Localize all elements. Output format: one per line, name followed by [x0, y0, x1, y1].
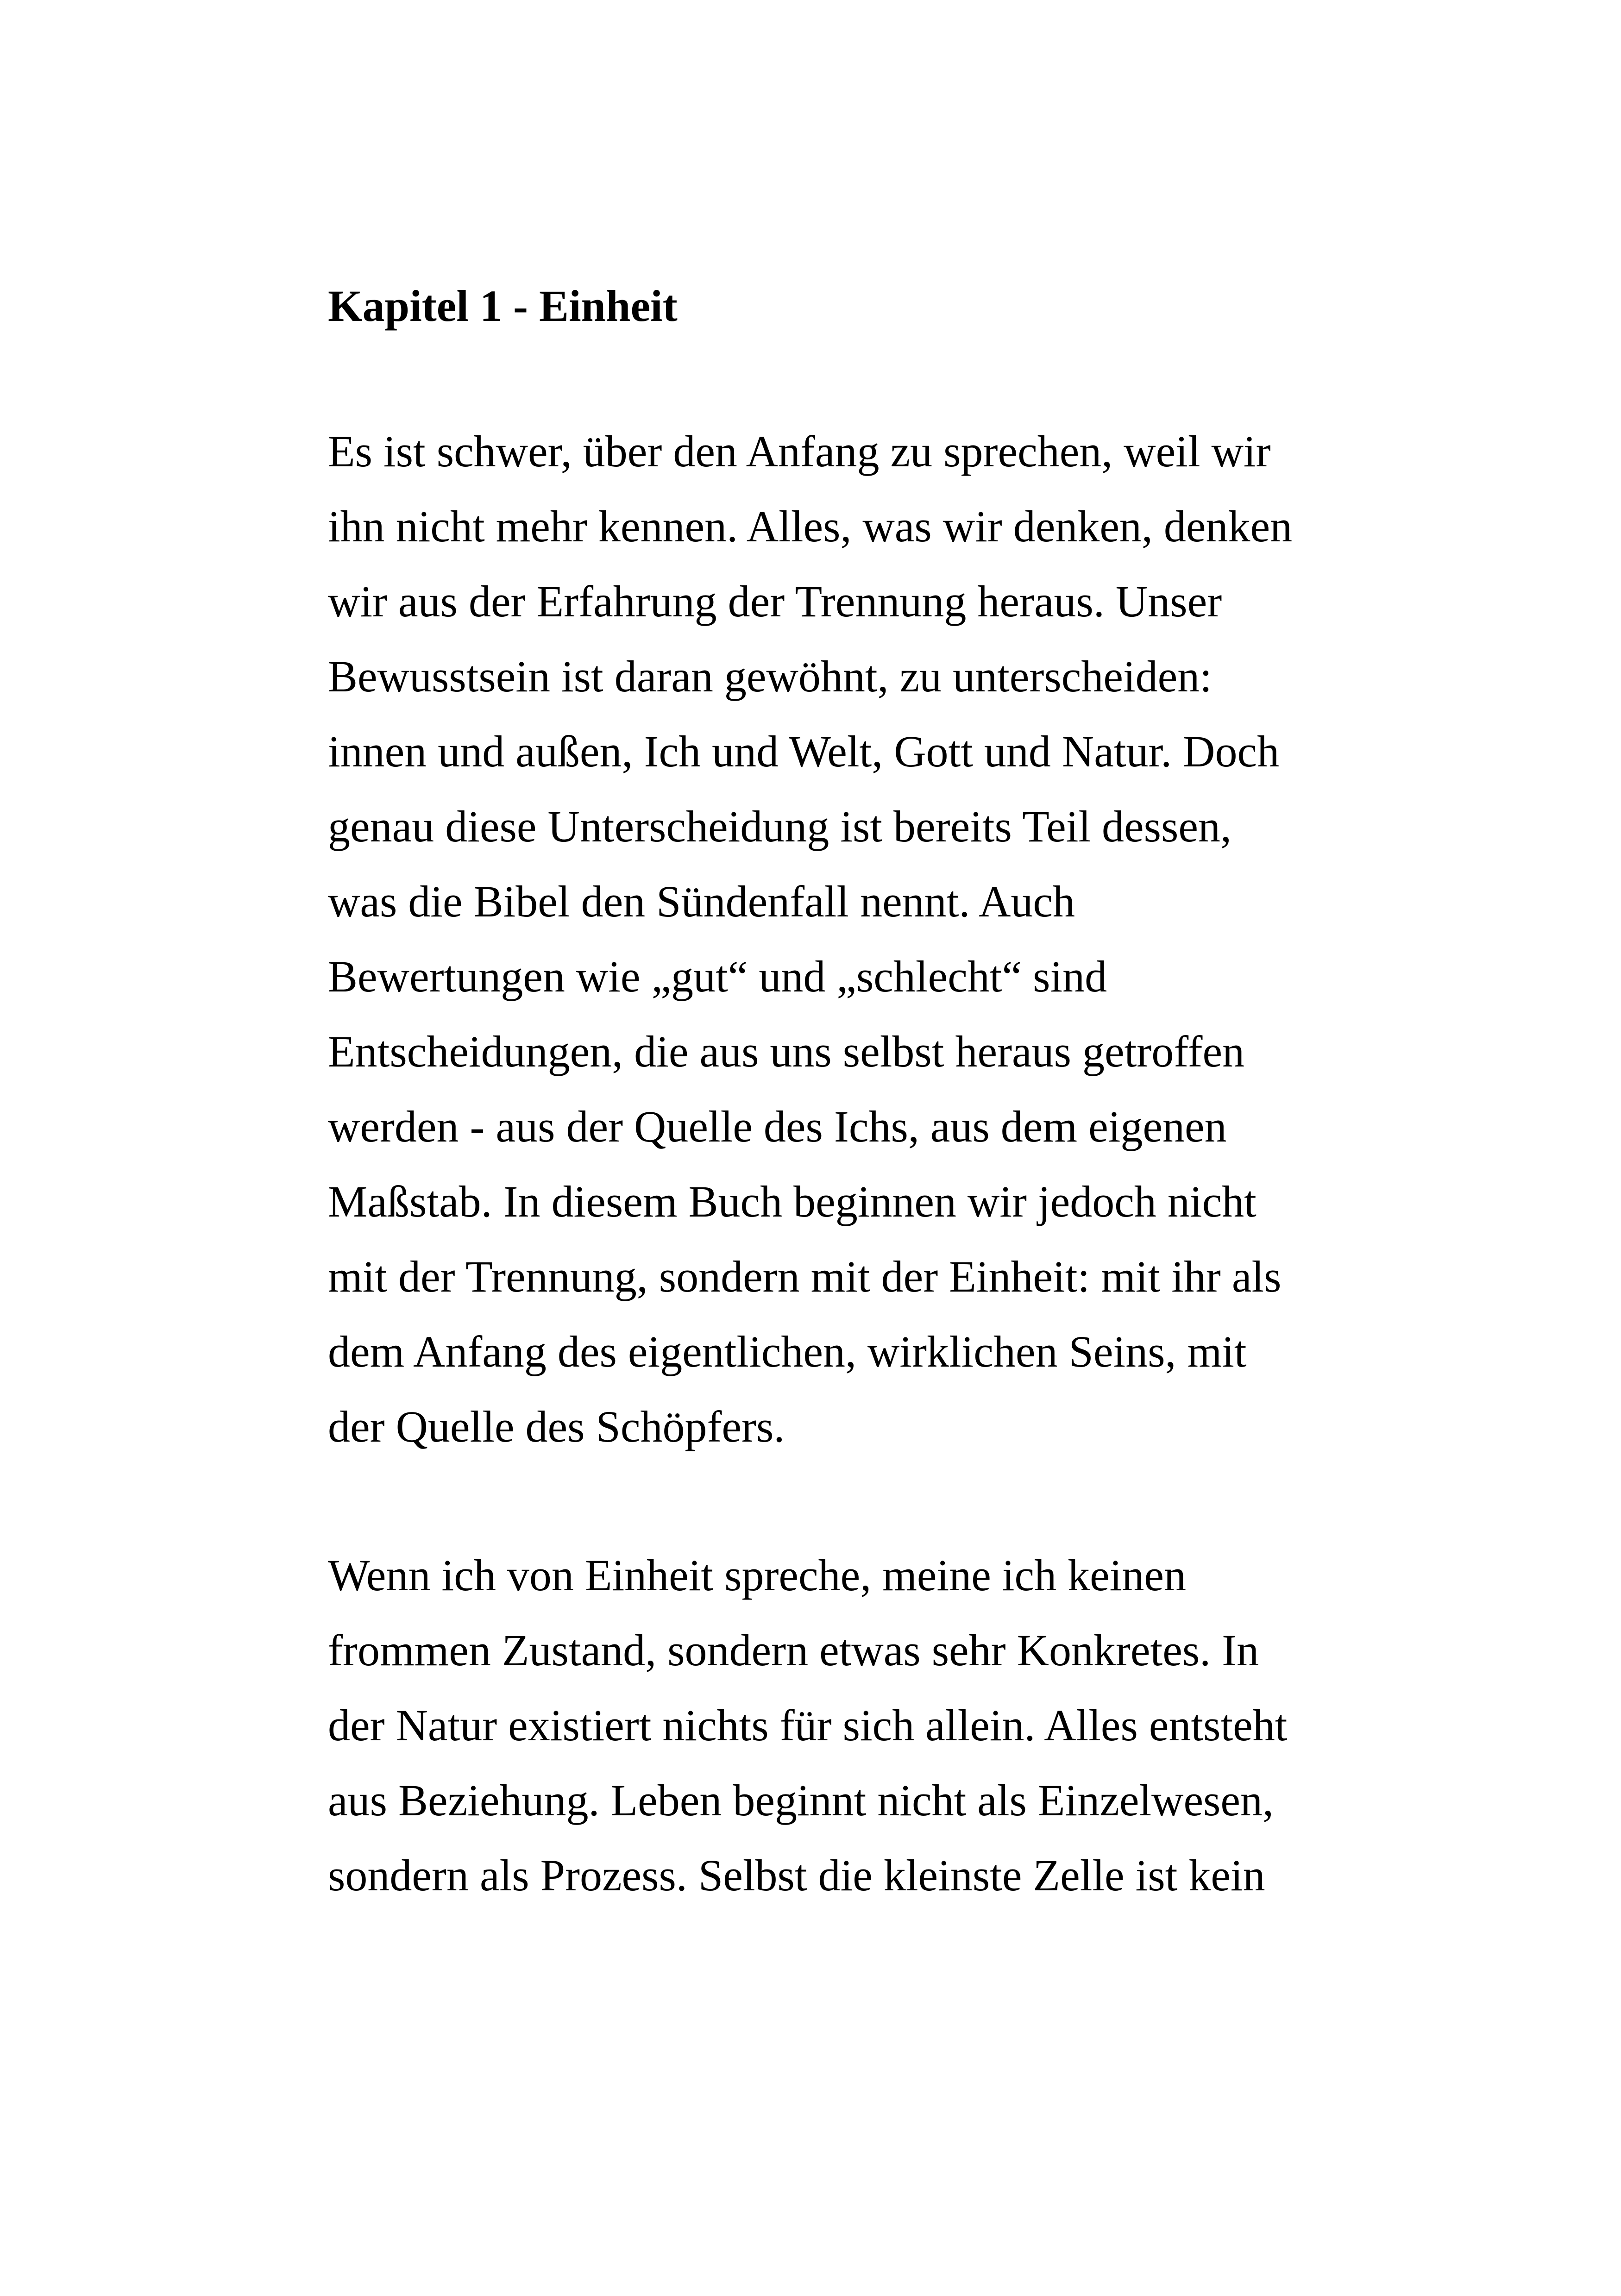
- text-line: werden - aus der Quelle des Ichs, aus dem eigenen: [328, 1102, 1227, 1151]
- text-line: was die Bibel den Sündenfall nennt. Auch: [328, 877, 1075, 926]
- paragraph-1: [328, 414, 1365, 1464]
- page-content: [328, 269, 1365, 1913]
- text-line: genau diese Unterscheidung ist bereits Teil dessen,: [328, 802, 1231, 851]
- text-line: wir aus der Erfahrung der Trennung heraus. Unser: [328, 577, 1222, 626]
- text-line: frommen Zustand, sondern etwas sehr Konkretes. In: [328, 1625, 1259, 1675]
- text-line: Maßstab. In diesem Buch beginnen wir jedoch nicht: [328, 1177, 1257, 1226]
- text-line: innen und außen, Ich und Welt, Gott und Natur. Doch: [328, 727, 1280, 776]
- text-line: Bewertungen wie „gut“ und „schlecht“ sind: [328, 952, 1107, 1001]
- text-line: aus Beziehung. Leben beginnt nicht als Einzelwesen,: [328, 1775, 1274, 1825]
- text-line: Wenn ich von Einheit spreche, meine ich keinen: [328, 1550, 1186, 1600]
- text-line: Entscheidungen, die aus uns selbst heraus getroffen: [328, 1027, 1245, 1076]
- text-line: der Natur existiert nichts für sich allein. Alles entsteht: [328, 1700, 1288, 1750]
- text-line: ihn nicht mehr kennen. Alles, was wir denken, denken: [328, 502, 1293, 551]
- paragraph-2: [328, 1538, 1365, 1913]
- text-line: mit der Trennung, sondern mit der Einheit: mit ihr als: [328, 1252, 1282, 1301]
- text-line: sondern als Prozess. Selbst die kleinste Zelle ist kein: [328, 1851, 1265, 1900]
- text-line: Es ist schwer, über den Anfang zu sprechen, weil wir: [328, 427, 1271, 476]
- text-line: dem Anfang des eigentlichen, wirklichen Seins, mit: [328, 1327, 1247, 1376]
- text-line: der Quelle des Schöpfers.: [328, 1402, 785, 1451]
- text-line: Bewusstsein ist daran gewöhnt, zu unterscheiden:: [328, 652, 1212, 701]
- chapter-title: Kapitel 1 - Einheit: [328, 281, 678, 331]
